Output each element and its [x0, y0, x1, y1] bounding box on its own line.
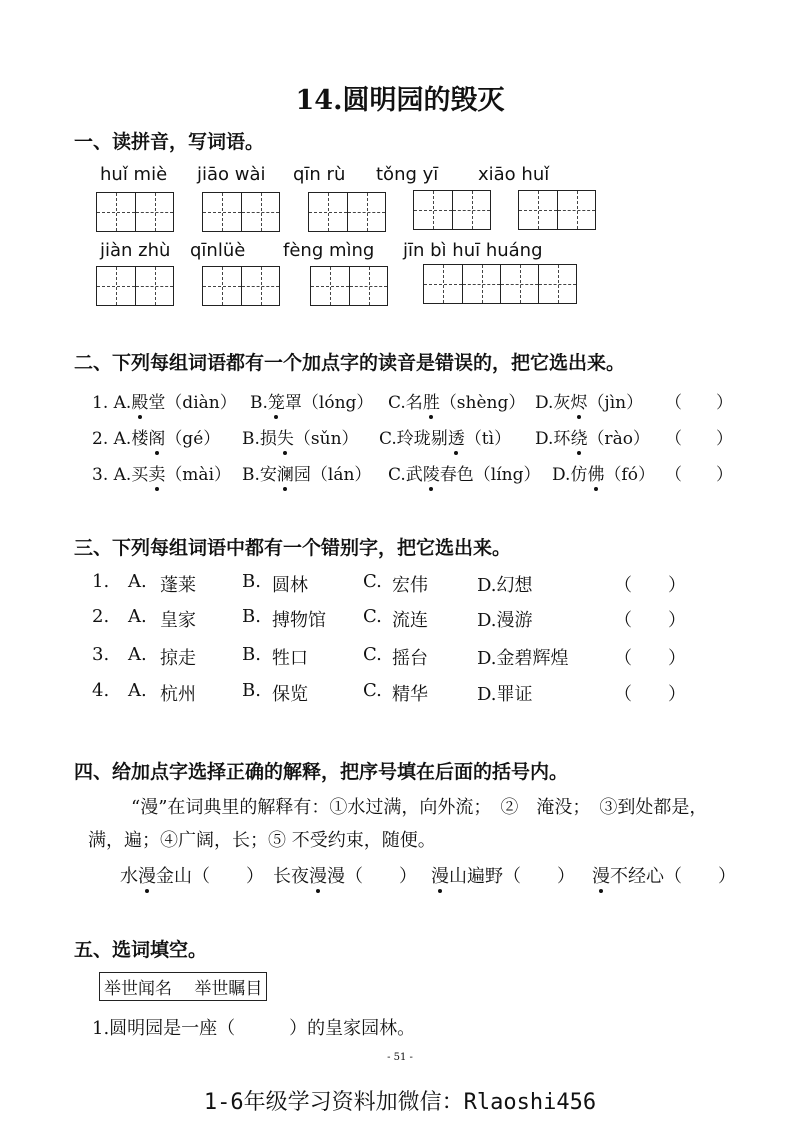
- option-text: B.安: [242, 465, 277, 485]
- s2-q2-b: [242, 424, 359, 449]
- s3-row-2-a: A.: [128, 606, 147, 627]
- s2-q2-c: [379, 424, 511, 449]
- item-text: 山遍野（ ）: [449, 866, 575, 887]
- pinyin-3: qīn rù: [293, 164, 346, 185]
- s3-row-2-bw: 搏物馆: [272, 610, 326, 631]
- s3-row-3-num: 3.: [92, 644, 110, 665]
- s3-row-3-cw: 摇台: [392, 648, 428, 669]
- option-text: （fó）: [604, 465, 655, 485]
- s3-row-1-a: A.: [128, 571, 147, 592]
- s3-row-4-a: A.: [128, 680, 147, 701]
- s3-row-1-d: D.幻想: [477, 575, 533, 596]
- s4-item-4: [592, 862, 736, 888]
- dotted-char: 佛: [587, 465, 605, 485]
- item-text: 漫（ ）: [327, 866, 417, 887]
- option-text: 春色（líng）: [439, 465, 541, 485]
- s4-item-2: [273, 862, 417, 888]
- page-title: 14.圆明园的毁灭: [295, 85, 505, 116]
- s2-question-1: [92, 388, 237, 413]
- s3-row-1-b: B.: [242, 571, 261, 592]
- item-text: 金山（ ）: [156, 866, 264, 887]
- section-4-heading: 四、给加点字选择正确的解释，把序号填在后面的括号内。: [74, 761, 569, 783]
- s3-row-1-num: 1.: [92, 571, 110, 592]
- s3-row-4-bw: 保览: [272, 684, 308, 705]
- section-5-heading: 五、选词填空。: [74, 939, 208, 961]
- dotted-char: 澜: [276, 465, 294, 485]
- option-text: （jìn）: [587, 393, 644, 413]
- s2-q3-d: [552, 460, 655, 485]
- s3-row-4-cw: 精华: [392, 684, 428, 705]
- pinyin-6: jiàn zhù: [100, 240, 171, 261]
- s3-row-1-aw: 蓬莱: [160, 575, 196, 596]
- s3-row-3-a: A.: [128, 644, 147, 665]
- option-text: （mài）: [165, 465, 232, 485]
- s4-item-1: [120, 862, 264, 888]
- option-text: B.损: [242, 429, 277, 449]
- writing-grid-6[interactable]: [96, 266, 174, 306]
- q-number: 2. A.: [92, 429, 132, 449]
- s3-row-3-d: D.金碧辉煌: [477, 648, 569, 669]
- writing-grid-7[interactable]: [202, 266, 280, 306]
- word-choice-box: 举世闻名 举世瞩目: [99, 972, 267, 1001]
- writing-grid-3[interactable]: [308, 192, 386, 232]
- s4-item-3: [431, 862, 575, 888]
- dotted-char: 阁: [148, 429, 166, 449]
- s3-row-3-b: B.: [242, 644, 261, 665]
- section-1-heading: 一、读拼音，写词语。: [74, 131, 265, 153]
- option-text: D.仿: [552, 465, 588, 485]
- pinyin-5: xiāo huǐ: [478, 164, 550, 185]
- s3-row-1-c: C.: [363, 571, 382, 592]
- item-text: 长夜: [273, 866, 309, 887]
- dotted-char: 绕: [570, 429, 588, 449]
- pinyin-7: qīnlüè: [190, 240, 246, 261]
- writing-grid-1[interactable]: [96, 192, 174, 232]
- s5-question-1: 1.圆明园是一座（ ）的皇家园林。: [92, 1018, 416, 1039]
- writing-grid-2[interactable]: [202, 192, 280, 232]
- option-text: C.名: [388, 393, 423, 413]
- option-text: （sǔn）: [293, 429, 359, 449]
- writing-grid-9[interactable]: [423, 264, 577, 304]
- dotted-char: 失: [276, 429, 294, 449]
- s2-q1-d: [535, 388, 643, 413]
- dotted-char: 透: [447, 429, 465, 449]
- writing-grid-4[interactable]: [413, 190, 491, 230]
- pinyin-8: fèng mìng: [283, 240, 375, 261]
- dotted-char: 漫: [309, 866, 327, 887]
- option-text: 楼: [131, 429, 149, 449]
- s3-row-4-b: B.: [242, 680, 261, 701]
- option-text: C.武: [388, 465, 423, 485]
- dotted-char: 漫: [431, 866, 449, 887]
- option-text: （gé）: [165, 429, 221, 449]
- answer-paren[interactable]: （ ）: [665, 429, 733, 449]
- option-text: C.玲珑剔: [379, 429, 448, 449]
- answer-paren[interactable]: （ ）: [614, 648, 686, 669]
- s3-row-3-bw: 牲口: [272, 648, 308, 669]
- writing-grid-8[interactable]: [310, 266, 388, 306]
- dotted-char: 胜: [422, 393, 440, 413]
- s2-q1-b: [250, 388, 373, 413]
- s3-row-1-cw: 宏伟: [392, 575, 428, 596]
- q-number: 1. A.: [92, 393, 132, 413]
- option-text: （rào）: [587, 429, 650, 449]
- s3-row-3-aw: 掠走: [160, 648, 196, 669]
- option-text: 园（lán）: [293, 465, 372, 485]
- q-number: 3. A.买: [92, 465, 149, 485]
- dotted-char: 烬: [570, 393, 588, 413]
- s3-row-2-c: C.: [363, 606, 382, 627]
- pinyin-9: jīn bì huī huáng: [403, 240, 543, 261]
- option-text: 堂（diàn）: [148, 393, 237, 413]
- answer-paren[interactable]: （ ）: [614, 684, 686, 705]
- option-text: （shèng）: [439, 393, 526, 413]
- dotted-char: 陵: [422, 465, 440, 485]
- dotted-char: 漫: [592, 866, 610, 887]
- answer-paren[interactable]: （ ）: [614, 575, 686, 596]
- answer-paren[interactable]: （ ）: [614, 610, 686, 631]
- s2-q3-b: [242, 460, 371, 485]
- option-label: B.: [250, 393, 268, 413]
- s3-row-2-num: 2.: [92, 606, 110, 627]
- section-3-heading: 三、下列每组词语中都有一个错别字，把它选出来。: [74, 537, 512, 559]
- item-text: 不经心（ ）: [610, 866, 736, 887]
- option-text: D.灰: [535, 393, 571, 413]
- dotted-char: 漫: [138, 866, 156, 887]
- section-2-heading: 二、下列每组词语都有一个加点字的读音是错误的，把它选出来。: [74, 352, 626, 374]
- page-number: - 51 -: [387, 1052, 413, 1063]
- answer-paren[interactable]: （ ）: [665, 393, 733, 413]
- s3-row-4-c: C.: [363, 680, 382, 701]
- answer-paren[interactable]: （ ）: [665, 465, 733, 485]
- s2-q2-d: [535, 424, 650, 449]
- s3-row-4-aw: 杭州: [160, 684, 196, 705]
- s3-row-2-cw: 流连: [392, 610, 428, 631]
- pinyin-2: jiāo wài: [197, 164, 266, 185]
- s3-row-2-b: B.: [242, 606, 261, 627]
- s2-q3-c: [388, 460, 541, 485]
- option-text: 罩（lóng）: [284, 393, 374, 413]
- s3-row-2-aw: 皇家: [160, 610, 196, 631]
- s3-row-4-num: 4.: [92, 680, 110, 701]
- option-text: （tì）: [464, 429, 512, 449]
- s3-row-2-d: D.漫游: [477, 610, 533, 631]
- s2-question-3: [92, 460, 231, 485]
- dotted-char: 卖: [148, 465, 166, 485]
- s4-paragraph-line-1: “漫”在词典里的解释有：①水过满，向外流； ② 淹没； ③到处都是，: [131, 797, 708, 818]
- footer-contact: 1-6年级学习资料加微信：Rlaoshi456: [203, 1090, 597, 1115]
- s3-row-3-c: C.: [363, 644, 382, 665]
- s4-paragraph-line-2: 满，遍；④广阔，长；⑤ 不受约束，随便。: [88, 830, 436, 851]
- s3-row-1-bw: 圆林: [272, 575, 308, 596]
- option-text: D.环: [535, 429, 571, 449]
- pinyin-4: tǒng yī: [376, 164, 439, 185]
- item-text: 水: [120, 866, 138, 887]
- writing-grid-5[interactable]: [518, 190, 596, 230]
- dotted-char: 笼: [267, 393, 285, 413]
- s2-q1-c: [388, 388, 525, 413]
- pinyin-1: huǐ miè: [100, 164, 168, 185]
- dotted-char: 殿: [131, 393, 149, 413]
- s3-row-4-d: D.罪证: [477, 684, 533, 705]
- s2-question-2: [92, 424, 220, 449]
